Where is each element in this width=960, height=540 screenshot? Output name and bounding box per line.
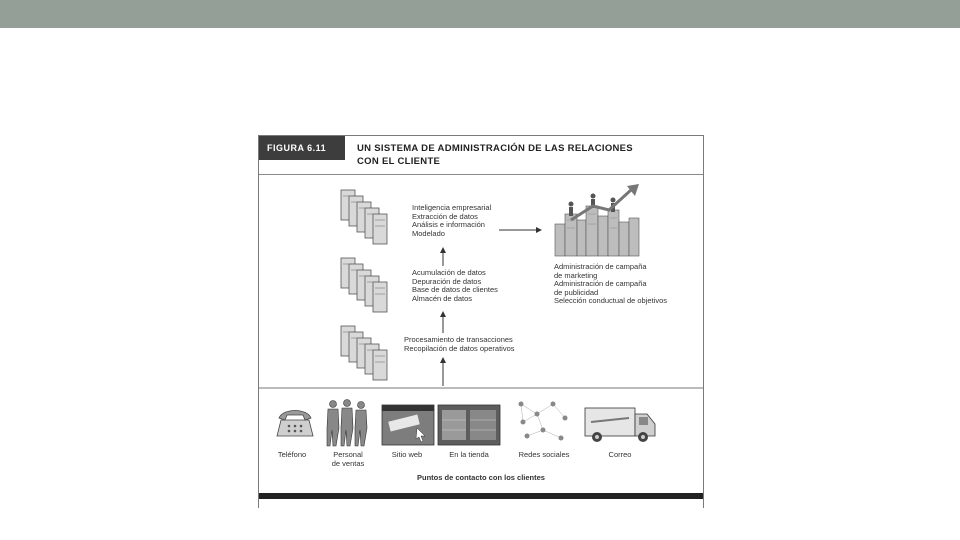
tier-item: Extracción de datos [412, 211, 478, 221]
top-band [0, 0, 960, 28]
touchpoint-label-line: Sitio web [391, 450, 423, 459]
figure-title-line-1: UN SISTEMA DE ADMINISTRACIÓN DE LAS RELACIONES [357, 143, 633, 154]
social-network-icon [513, 396, 573, 446]
touchpoint-label-website [372, 450, 442, 459]
mail-truck-icon [583, 402, 659, 444]
telephone-icon [275, 406, 315, 440]
tier-item: Inteligencia empresarial [412, 203, 492, 212]
touchpoint-label-line: Teléfono [277, 450, 307, 459]
output-item: Administración de campaña [554, 279, 647, 289]
tier-item: Depuración de datos [412, 276, 482, 286]
output-item: de publicidad [554, 287, 599, 297]
touchpoint-label-store [434, 450, 504, 459]
website-icon [381, 404, 435, 446]
output-item: de marketing [554, 270, 598, 280]
tier-item: Recopilación de datos operativos [404, 343, 515, 353]
tier-item: Almacén de datos [412, 293, 473, 303]
tier-item: Procesamiento de transacciones [404, 335, 513, 344]
store-icon [437, 404, 501, 446]
outputs-list [554, 263, 667, 306]
figure-title-line-2: CON EL CLIENTE [357, 156, 441, 167]
tier-item: Análisis e información [412, 220, 485, 230]
touchpoint-label-line: Personal [333, 450, 363, 459]
touchpoint-label-mail [585, 450, 655, 459]
touchpoints-caption: Puntos de contacto con los clientes [417, 473, 545, 482]
tier-item: Base de datos de clientes [412, 285, 498, 295]
tier-item: Modelado [412, 228, 445, 238]
figure-panel [258, 135, 704, 508]
salespeople-icon [323, 398, 373, 448]
touchpoint-label-line: Correo [608, 450, 632, 459]
tier-item: Acumulación de datos [412, 268, 486, 277]
touchpoint-label-line: de ventas [331, 459, 365, 468]
touchpoint-label-line: En la tienda [449, 450, 489, 459]
touchpoint-label-line: Redes sociales [518, 450, 570, 459]
business-growth-icon [551, 180, 651, 258]
figure-bottom-bar [259, 493, 703, 499]
figure-label: FIGURA 6.11 [259, 136, 345, 160]
output-item: Administración de campaña [554, 262, 647, 271]
touchpoint-label-social [509, 450, 579, 459]
output-item: Selección conductual de objetivos [554, 296, 667, 306]
